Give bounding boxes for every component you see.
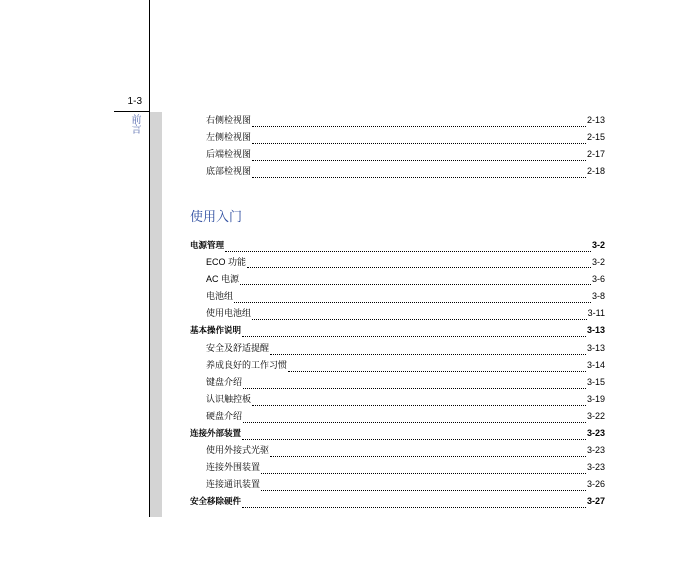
toc-leader: [252, 159, 586, 161]
section-heading: 使用入门: [190, 210, 243, 225]
toc-entry-page: 3-23: [586, 428, 605, 438]
toc-leader: [252, 318, 587, 320]
toc-chapter-entry[interactable]: [0, 322, 673, 339]
toc-entry-page: 3-11: [587, 308, 605, 318]
toc-entry-label: 电源管理: [190, 241, 225, 251]
toc-entry-page: 2-13: [586, 115, 605, 125]
toc-entry-label: 硬盘介绍: [206, 412, 243, 422]
toc-entry-label: 使用外接式光驱: [206, 446, 270, 456]
toc-entry-page: 3-2: [591, 240, 605, 250]
toc-entry-label: 连接通讯装置: [206, 480, 261, 490]
toc-leader: [261, 489, 586, 491]
toc-entry[interactable]: [0, 357, 673, 374]
toc-leader: [247, 266, 591, 268]
page-number: 1-3: [127, 96, 142, 107]
toc-entry-label: 后端检视图: [206, 150, 252, 160]
toc-leader: [240, 283, 591, 285]
toc-leader: [252, 125, 586, 127]
toc-chapter-entry[interactable]: [0, 425, 673, 442]
toc-leader: [242, 506, 586, 508]
toc-entry[interactable]: [0, 254, 673, 271]
side-section-label-text: 前言: [129, 114, 140, 134]
toc-leader: [288, 370, 586, 372]
toc-chapter-entry[interactable]: [0, 493, 673, 510]
toc-leader: [225, 250, 591, 252]
toc-entry[interactable]: [0, 163, 673, 180]
toc-entry-label: AC 电源: [206, 274, 240, 284]
toc-entry[interactable]: [0, 129, 673, 146]
toc-leader: [270, 353, 586, 355]
toc-entry[interactable]: [0, 112, 673, 129]
toc-entry-label: 基本操作说明: [190, 326, 242, 336]
toc-entry-page: 3-14: [586, 360, 605, 370]
toc-entry-label: ECO 功能: [206, 257, 247, 267]
toc-entry-page: 3-19: [586, 394, 605, 404]
toc-entry-label: 电池组: [206, 292, 234, 302]
toc-entry[interactable]: [0, 374, 673, 391]
toc-entry-label: 连接外围装置: [206, 463, 261, 473]
toc-entry-label: 底部检视图: [206, 167, 252, 177]
toc-entry-label: 键盘介绍: [206, 378, 243, 388]
toc-entry[interactable]: [0, 288, 673, 305]
toc-leader: [242, 335, 586, 337]
toc-entry-page: 2-18: [586, 166, 605, 176]
toc-entry-label: 连接外部装置: [190, 429, 242, 439]
toc-leader: [252, 176, 586, 178]
toc-leader: [243, 387, 586, 389]
toc-entry-page: 3-13: [586, 325, 605, 335]
toc-leader: [261, 472, 586, 474]
toc-entry-page: 3-27: [586, 496, 605, 506]
toc-entry[interactable]: [0, 391, 673, 408]
toc-leader: [252, 404, 586, 406]
toc-entry-label: 使用电池组: [206, 309, 252, 319]
toc-chapter-entry[interactable]: [0, 237, 673, 254]
toc-entry-page: 3-8: [591, 291, 605, 301]
toc-entry[interactable]: [0, 271, 673, 288]
toc-entry-page: 3-26: [586, 479, 605, 489]
toc-entry-label: 认识触控板: [206, 395, 252, 405]
toc-entry-label: 养成良好的工作习惯: [206, 361, 288, 371]
toc-entry-page: 3-15: [586, 377, 605, 387]
toc-entry-label: 安全及舒适提醒: [206, 344, 270, 354]
toc-entry-page: 3-2: [591, 257, 605, 267]
toc-leader: [243, 421, 586, 423]
toc-entry[interactable]: [0, 146, 673, 163]
toc-entry-page: 3-23: [586, 445, 605, 455]
toc-leader: [234, 301, 591, 303]
toc-entry[interactable]: [0, 408, 673, 425]
toc-entry-page: 3-23: [586, 462, 605, 472]
toc-entry-page: 3-13: [586, 343, 605, 353]
toc-entry[interactable]: [0, 459, 673, 476]
toc-entry-page: 2-17: [586, 149, 605, 159]
toc-leader: [270, 455, 586, 457]
toc-entry-label: 安全移除硬件: [190, 497, 242, 507]
toc-entry[interactable]: [0, 340, 673, 357]
toc-entry-label: 右侧检视图: [206, 116, 252, 126]
toc-entry[interactable]: [0, 442, 673, 459]
toc-entry[interactable]: [0, 305, 673, 322]
toc-leader: [252, 142, 586, 144]
toc-leader: [242, 438, 586, 440]
toc-entry-label: 左侧检视图: [206, 133, 252, 143]
toc-entry-page: 3-6: [591, 274, 605, 284]
toc-entry-page: 2-15: [586, 132, 605, 142]
toc-entry[interactable]: [0, 476, 673, 493]
toc-entry-page: 3-22: [586, 411, 605, 421]
